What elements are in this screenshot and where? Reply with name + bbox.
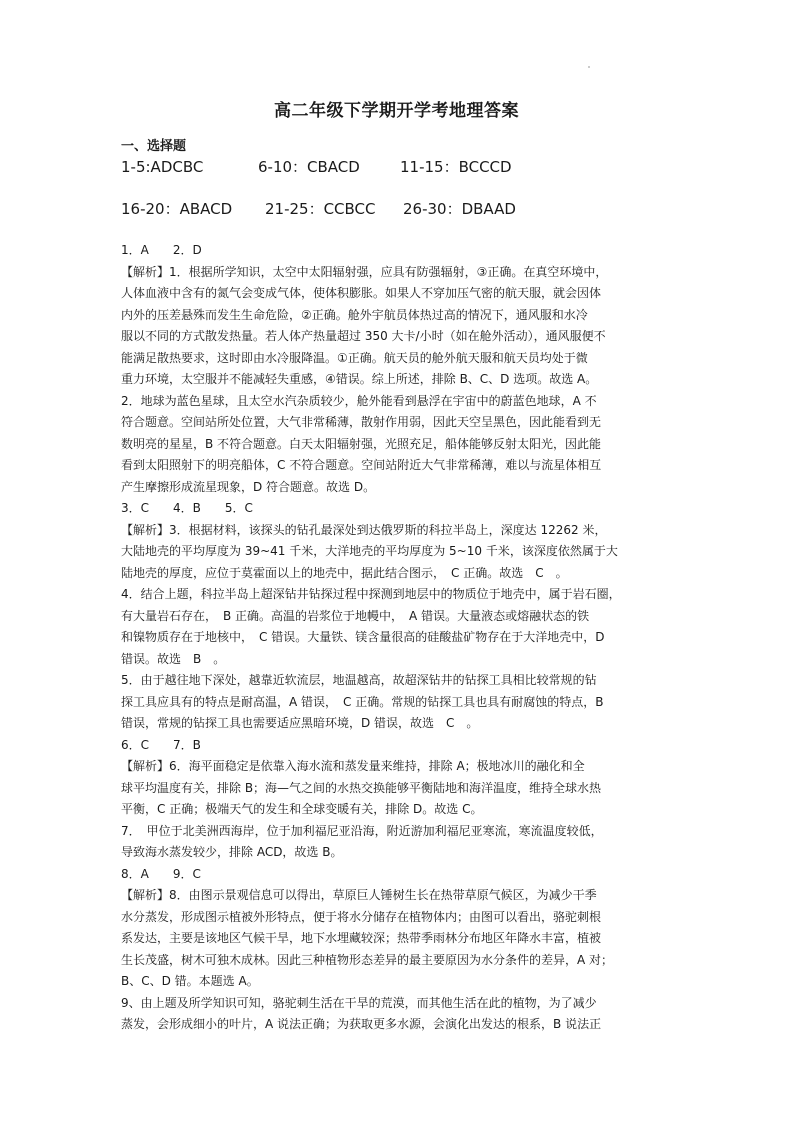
text-line: 看到太阳照射下的明亮船体，C 不符合题意。空间站附近大气非常稀薄，难以与流星体相互	[121, 458, 602, 472]
text-line: 和镍物质存在于地核中， C 错误。大量铁、镁含量很高的硅酸盐矿物存在于大洋地壳中，D	[121, 630, 605, 644]
text-line: B、C、D 错。本题选 A。	[121, 974, 259, 988]
answer-group: 11-15：BCCCD	[400, 158, 512, 176]
text-line: 水分蒸发，形成图示植被外形特点，便于将水分储存在植物体内；由图可以看出，骆驼刺根	[121, 909, 602, 924]
text-line: 数明亮的星星，B 不符合题意。白天太阳辐射强，光照充足，船体能够反射太阳光，因此能	[121, 436, 602, 451]
text-line: 大陆地壳的平均厚度为 39~41 千米，大洋地壳的平均厚度为 5~10 千米，该深度依然属于大	[121, 544, 618, 558]
text-line: 3．C 4．B 5．C	[121, 501, 253, 515]
text-line: 探工具应具有的特点是耐高温，A 错误， C 正确。常规的钻探工具也具有耐腐蚀的特点，B	[121, 694, 604, 709]
text-line: 能满足散热要求，这时即由水冷服降温。①正确。航天员的舱外航天服和航天员均处于微	[121, 350, 588, 365]
text-line: 1．A 2．D	[121, 243, 202, 257]
text-line: 【解析】8．由图示景观信息可以得出，草原巨人锤树生长在热带草原气候区，为减少干季	[121, 888, 597, 902]
text-line: 5．由于越往地下深处，越靠近软流层，地温越高，故超深钻井的钻探工具相比较常规的钻	[121, 673, 597, 687]
text-line: 【解析】1．根据所学知识，太空中太阳辐射强，应具有防强辐射，③正确。在真空环境中，	[121, 264, 608, 279]
text-line: 内外的压差悬殊而发生生命危险，②正确。舱外宇航员体热过高的情况下，通风服和水冷	[121, 307, 588, 322]
text-line: 陆地壳的厚度，应位于莫霍面以上的地壳中，据此结合图示， C 正确。故选 C 。	[121, 565, 568, 580]
text-line: 蒸发，会形成细小的叶片，A 说法正确；为获取更多水源，会演化出发达的根系，B 说法正	[121, 1017, 602, 1031]
text-line: 服以不同的方式散发热量。若人体产热量超过 350 大卡/小时（如在舱外活动），通风服便不	[121, 329, 606, 343]
answer-explanations	[121, 240, 680, 1036]
text-line: 【解析】6．海平面稳定是依靠入海水流和蒸发量来维持，排除 A；极地冰川的融化和全	[121, 759, 585, 773]
answer-group: 21-25：CCBCC	[265, 200, 376, 218]
answer-group: 26-30：DBAAD	[403, 200, 516, 218]
text-line: 8．A 9．C	[121, 866, 201, 881]
answer-group: 6-10：CBACD	[258, 158, 360, 176]
text-line: 错误。故选 B 。	[121, 651, 226, 666]
text-line: 有大量岩石存在， B 正确。高温的岩浆位于地幔中， A 错误。大量液态或熔融状态的铁	[121, 608, 590, 623]
text-line: 人体血液中含有的氮气会变成气体，使体积膨胀。如果人不穿加压气密的航天服，就会因体	[121, 286, 602, 300]
text-line: 4．结合上题，科拉半岛上超深钻井钻探过程中探测到地层中的物质位于地壳中，属于岩石圈，	[121, 587, 621, 601]
text-line: 2．地球为蓝色星球，且太空水汽杂质较少，舱外能看到悬浮在宇宙中的蔚蓝色地球，A 不	[121, 393, 597, 408]
text-line: 9、由上题及所学知识可知，骆驼刺生活在干旱的荒漠，而其他生活在此的植物，为了减少	[121, 995, 597, 1010]
section-heading: 一、选择题	[121, 139, 187, 154]
page-mark	[588, 66, 590, 68]
text-line: 球平均温度有关，排除 B；海—气之间的水热交换能够平衡陆地和海洋温度，维持全球水热	[121, 780, 602, 795]
text-line: 符合题意。空间站所处位置，大气非常稀薄，散射作用弱，因此天空呈黑色，因此能看到无	[121, 415, 602, 429]
text-line: 重力环境，太空服并不能减轻失重感，④错误。综上所述，排除 B、C、D 选项。故选 A。	[121, 372, 598, 386]
text-line: 导致海水蒸发较少，排除 ACD，故选 B。	[121, 845, 343, 859]
text-line: 【解析】3．根据材料，该探头的钻孔最深处到达俄罗斯的科拉半岛上，深度达 12262 米，	[121, 522, 607, 537]
text-line: 6．C 7．B	[121, 737, 201, 752]
text-line: 产生摩擦形成流星现象，D 符合题意。故选 D。	[121, 479, 376, 494]
answer-group: 1-5:ADCBC	[121, 158, 204, 176]
text-line: 7． 甲位于北美洲西海岸，位于加利福尼亚沿海，附近游加利福尼亚寒流，寒流温度较低，	[121, 823, 603, 838]
text-line: 平衡，C 正确；极端天气的发生和全球变暖有关，排除 D。故选 C。	[121, 802, 483, 816]
text-line: 系发达，主要是该地区气候干旱，地下水埋藏较深；热带季雨林分布地区年降水丰富，植被	[121, 931, 602, 945]
page-title: 高二年级下学期开学考地理答案	[274, 101, 519, 121]
answer-group: 16-20：ABACD	[121, 200, 233, 218]
text-line: 生长茂盛，树木可独木成林。因此三种植物形态差异的最主要原因为水分条件的差异，A 对；	[121, 952, 614, 967]
text-line: 错误，常规的钻探工具也需要适应黑暗环境，D 错误，故选 C 。	[121, 716, 479, 730]
